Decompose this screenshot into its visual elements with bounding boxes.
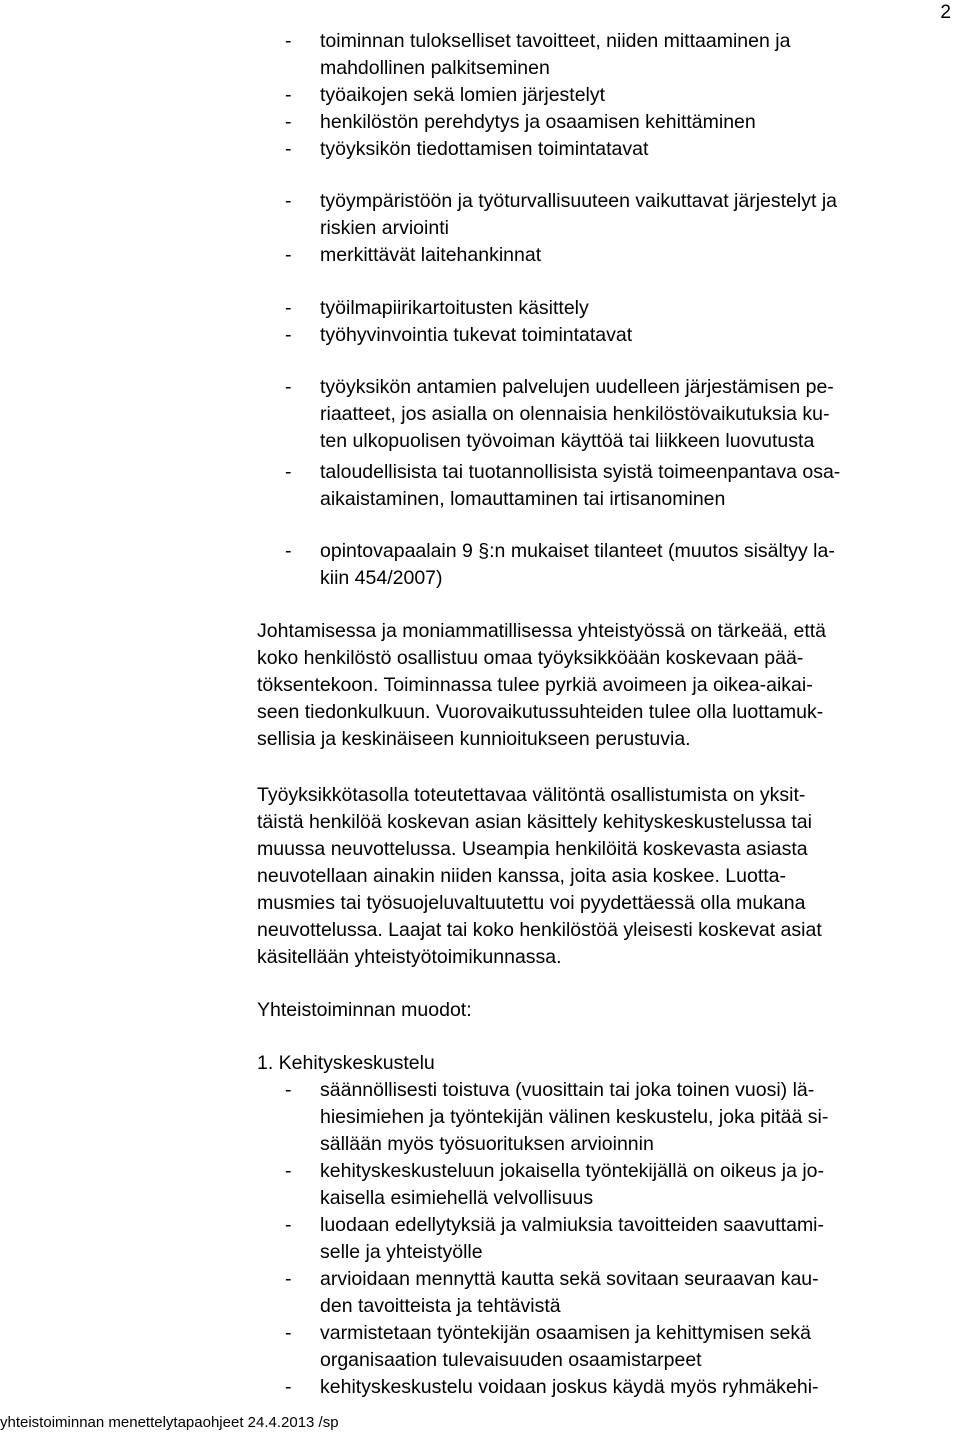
list-bullet-dash: -: [285, 297, 292, 319]
paragraph-line: töksentekoon. Toiminnassa tulee pyrkiä avoimeen ja oikea-aikai-: [257, 674, 813, 696]
list-item-line: työilmapiirikartoitusten käsittely: [320, 297, 589, 319]
list-bullet-dash: -: [285, 1268, 292, 1290]
list-item-line: ten ulkopuolisen työvoiman käyttöä tai liikkeen luovutusta: [320, 430, 815, 452]
list-bullet-dash: -: [285, 324, 292, 346]
paragraph-line: käsitellään yhteistyötoimikunnassa.: [257, 946, 562, 968]
list-item-line: työympäristöön ja työturvallisuuteen vaikuttavat järjestelyt ja: [320, 190, 837, 212]
list-item-line: merkittävät laitehankinnat: [320, 244, 542, 266]
paragraph-line: sellisia ja keskinäiseen kunnioitukseen perustuvia.: [257, 728, 691, 750]
list-item-line: säännöllisesti toistuva (vuosittain tai joka toinen vuosi) lä-: [320, 1079, 815, 1101]
page-number: 2: [940, 2, 951, 23]
list-bullet-dash: -: [285, 1160, 292, 1182]
list-bullet-dash: -: [285, 1376, 292, 1398]
list-item-line: henkilöstön perehdytys ja osaamisen kehittäminen: [320, 111, 756, 133]
paragraph-line: muussa neuvottelussa. Useampia henkilöitä koskevasta asiasta: [257, 838, 808, 860]
list-item-line: taloudellisista tai tuotannollisista syistä toimeenpantava osa-: [320, 461, 841, 483]
list-bullet-dash: -: [285, 1079, 292, 1101]
list-item-line: kehityskeskustelu voidaan joskus käydä myös ryhmäkehi-: [320, 1376, 819, 1398]
list-bullet-dash: -: [285, 138, 292, 160]
paragraph-line: Työyksikkötasolla toteutettavaa välitöntä osallistumista on yksit-: [257, 784, 806, 806]
paragraph-line: musmies tai työsuojeluvaltuutettu voi pyydettäessä olla mukana: [257, 892, 806, 914]
paragraph-line: täistä henkilöä koskevan asian käsittely kehityskeskustelussa tai: [257, 811, 812, 833]
list-item-line: mahdollinen palkitseminen: [320, 57, 550, 79]
list-item-line: aikaistaminen, lomauttaminen tai irtisanominen: [320, 488, 726, 510]
list-bullet-dash: -: [285, 1322, 292, 1344]
list-bullet-dash: -: [285, 540, 292, 562]
list-item-line: työhyvinvointia tukevat toimintatavat: [320, 324, 633, 346]
paragraph-line: neuvottelussa. Laajat tai koko henkilöstöä yleisesti koskevat asiat: [257, 919, 822, 941]
list-bullet-dash: -: [285, 1214, 292, 1236]
list-item-line: varmistetaan työntekijän osaamisen ja kehittymisen sekä: [320, 1322, 811, 1344]
list-item-line: hiesimiehen ja työntekijän välinen keskustelu, joka pitää si-: [320, 1106, 829, 1128]
list-bullet-dash: -: [285, 84, 292, 106]
list-item-line: organisaation tulevaisuuden osaamistarpeet: [320, 1349, 702, 1371]
list-item-line: kaisella esimiehellä velvollisuus: [320, 1187, 594, 1209]
list-item-line: luodaan edellytyksiä ja valmiuksia tavoitteiden saavuttami-: [320, 1214, 825, 1236]
list-bullet-dash: -: [285, 376, 292, 398]
list-bullet-dash: -: [285, 190, 292, 212]
list-item-line: riskien arviointi: [320, 217, 449, 239]
list-item-line: kiin 454/2007): [320, 567, 443, 589]
list-bullet-dash: -: [285, 111, 292, 133]
numbered-heading: 1. Kehityskeskustelu: [257, 1052, 435, 1074]
list-item-line: arvioidaan mennyttä kautta sekä sovitaan seuraavan kau-: [320, 1268, 819, 1290]
list-bullet-dash: -: [285, 244, 292, 266]
list-item-line: sällään myös työsuorituksen arvioinnin: [320, 1133, 654, 1155]
list-item-line: työyksikön antamien palvelujen uudelleen järjestämisen pe-: [320, 376, 834, 398]
list-bullet-dash: -: [285, 461, 292, 483]
list-item-line: opintovapaalain 9 §:n mukaiset tilanteet (muutos sisältyy la-: [320, 540, 835, 562]
list-item-line: työyksikön tiedottamisen toimintatavat: [320, 138, 649, 160]
paragraph-line: seen tiedonkulkuun. Vuorovaikutussuhteiden tulee olla luottamuk-: [257, 701, 824, 723]
footer: yhteistoiminnan menettelytapaohjeet 24.4.2013 /sp: [0, 1414, 339, 1431]
list-item-line: kehityskeskusteluun jokaisella työntekijällä on oikeus ja jo-: [320, 1160, 825, 1182]
list-item-line: selle ja yhteistyölle: [320, 1241, 483, 1263]
list-item-line: toiminnan tulokselliset tavoitteet, niiden mittaaminen ja: [320, 30, 791, 52]
paragraph-line: Johtamisessa ja moniammatillisessa yhteistyössä on tärkeää, että: [257, 620, 827, 642]
list-item-line: riaatteet, jos asialla on olennaisia henkilöstövaikutuksia ku-: [320, 403, 830, 425]
section-heading: Yhteistoiminnan muodot:: [257, 999, 472, 1021]
list-item-line: työaikojen sekä lomien järjestelyt: [320, 84, 606, 106]
paragraph-line: koko henkilöstö osallistuu omaa työyksikköään koskevaan pää-: [257, 647, 804, 669]
list-item-line: den tavoitteista ja tehtävistä: [320, 1295, 561, 1317]
paragraph-line: neuvotellaan ainakin niiden kanssa, joita asia koskee. Luotta-: [257, 865, 787, 887]
list-bullet-dash: -: [285, 30, 292, 52]
